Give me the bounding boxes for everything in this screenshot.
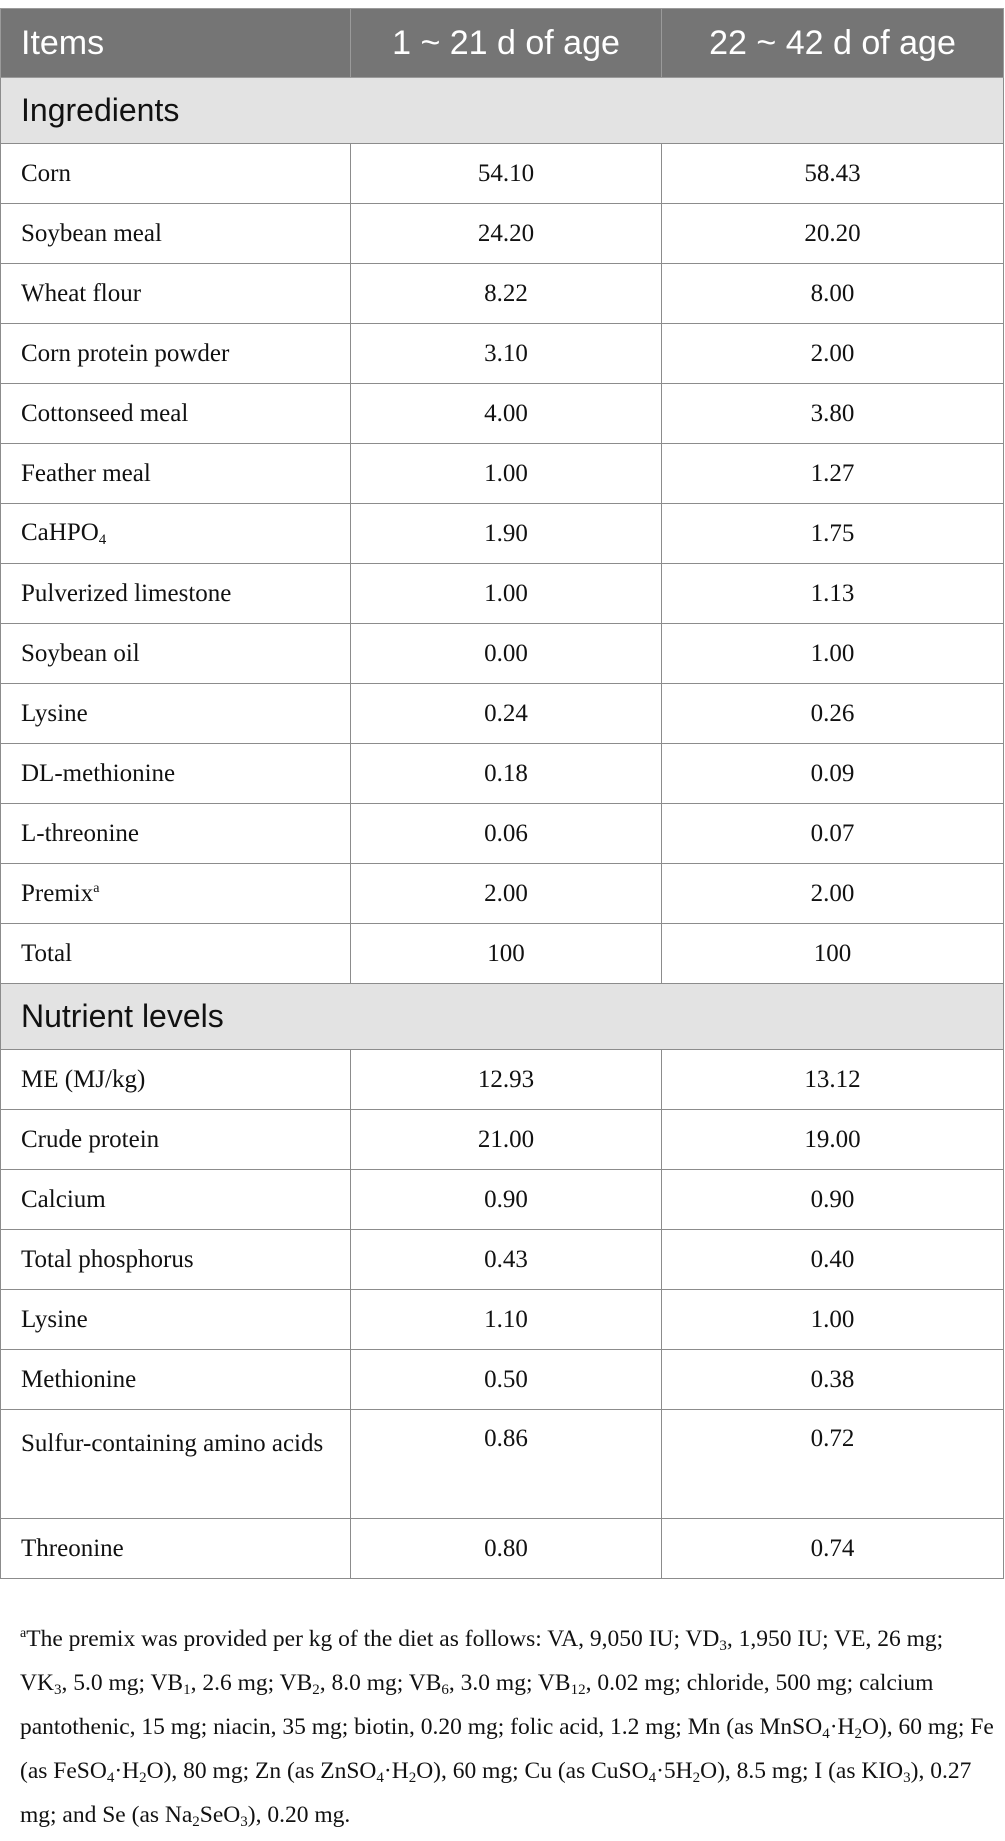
ingredient-row-value-1-21d: 1.00 (351, 444, 662, 504)
ingredient-row-value-1-21d: 24.20 (351, 204, 662, 264)
header-starter-period: 1 ~ 21 d of age (351, 9, 662, 78)
ingredient-row (1, 204, 1004, 264)
nutrient-row-value-1-21d: 12.93 (351, 1050, 662, 1110)
ingredient-row (1, 144, 1004, 204)
ingredient-row-value-1-21d: 1.90 (351, 504, 662, 564)
nutrient-row (1, 1350, 1004, 1410)
footnote-text: ·5H (656, 1758, 693, 1784)
ingredient-row-value-22-42d: 1.75 (662, 504, 1004, 564)
nutrient-row-name-text: Sulfur-containing amino acids (21, 1430, 324, 1457)
ingredient-row-value-1-21d: 8.22 (351, 264, 662, 324)
nutrient-row-value-1-21d: 0.86 (351, 1410, 662, 1519)
ingredient-row-name (1, 744, 351, 804)
ingredient-row-name-text: Feather meal (21, 459, 151, 487)
ingredient-row-value-22-42d: 2.00 (662, 864, 1004, 924)
footnote-text: The premix was provided per kg of the diet as follows: VA, 9,050 IU; VD (26, 1626, 720, 1652)
footnote-subscript: 4 (376, 1770, 384, 1786)
footnote-subscript: 3 (53, 1682, 62, 1698)
footnote-text: , 1,950 IU; VE, 26 mg; VK (20, 1626, 944, 1696)
ingredient-row-name (1, 624, 351, 684)
ingredient-row (1, 624, 1004, 684)
ingredient-row-name (1, 264, 351, 324)
ingredient-row (1, 564, 1004, 624)
ingredient-row-name (1, 504, 351, 564)
footnote-text: SeO (199, 1802, 241, 1828)
nutrient-row-name (1, 1050, 351, 1110)
premix-footnote (20, 1621, 995, 1841)
footnote-text: ·H (829, 1714, 855, 1740)
footnote-text: ·H (383, 1758, 409, 1784)
footnote-text: , 2.6 mg; VB (190, 1670, 313, 1696)
diet-composition-table-container (0, 8, 1003, 1579)
footnote-subscript: 4 (648, 1770, 657, 1786)
nutrient-row-value-22-42d: 0.90 (662, 1170, 1004, 1230)
ingredient-row-value-22-42d: 0.07 (662, 804, 1004, 864)
ingredient-row-value-1-21d: 1.00 (351, 564, 662, 624)
ingredient-row-name-text: Lysine (21, 699, 88, 727)
ingredient-row (1, 264, 1004, 324)
ingredient-row-value-22-42d: 20.20 (662, 204, 1004, 264)
footnote-text: ), 0.20 mg. (247, 1802, 351, 1828)
nutrient-row-name (1, 1350, 351, 1410)
ingredient-row-value-1-21d: 0.24 (351, 684, 662, 744)
nutrient-row (1, 1410, 1004, 1519)
ingredient-row-name (1, 204, 351, 264)
nutrient-row-value-22-42d: 0.38 (662, 1350, 1004, 1410)
nutrient-row (1, 1230, 1004, 1290)
header-items: Items (1, 9, 351, 78)
table-body (1, 78, 1004, 1579)
nutrient-row-value-1-21d: 0.80 (351, 1519, 662, 1579)
ingredient-row-name-text: CaHPO (21, 518, 99, 546)
ingredient-row-name-text: Soybean oil (21, 639, 140, 667)
ingredient-row-value-1-21d: 3.10 (351, 324, 662, 384)
nutrients-section-title: Nutrient levels (1, 984, 1004, 1050)
ingredient-row-value-1-21d: 100 (351, 924, 662, 984)
nutrient-row (1, 1110, 1004, 1170)
footnote-text: , 3.0 mg; VB (448, 1670, 571, 1696)
ingredient-row-value-22-42d: 100 (662, 924, 1004, 984)
footnote-subscript: 4 (822, 1726, 830, 1742)
footnote-text: O), 60 mg; Cu (as CuSO (416, 1758, 649, 1784)
nutrient-row-value-1-21d: 0.90 (351, 1170, 662, 1230)
ingredient-row-value-22-42d: 0.09 (662, 744, 1004, 804)
footnote-marker: a (93, 880, 100, 896)
ingredient-row-value-1-21d: 54.10 (351, 144, 662, 204)
nutrient-row-value-1-21d: 0.43 (351, 1230, 662, 1290)
ingredients-section-title: Ingredients (1, 78, 1004, 144)
footnote-text: ), 0.27 mg; and Se (as Na (20, 1758, 972, 1828)
nutrient-row-name-text: Threonine (21, 1534, 124, 1562)
ingredient-row-value-1-21d: 0.06 (351, 804, 662, 864)
ingredient-row-name-text: DL-methionine (21, 759, 176, 787)
nutrient-row-value-22-42d: 19.00 (662, 1110, 1004, 1170)
footnote-subscript: 2 (192, 1814, 200, 1830)
ingredient-row-name (1, 924, 351, 984)
ingredient-row (1, 384, 1004, 444)
ingredient-row-name-text: Soybean meal (21, 219, 162, 247)
nutrient-row-value-1-21d: 21.00 (351, 1110, 662, 1170)
footnote-text: O), 8.5 mg; I (as KIO (700, 1758, 904, 1784)
ingredient-row-value-22-42d: 1.27 (662, 444, 1004, 504)
nutrient-row-name-text: Total phosphorus (21, 1245, 194, 1273)
nutrient-row (1, 1290, 1004, 1350)
nutrient-row-name-text: Methionine (21, 1365, 137, 1393)
ingredient-row-name-text: Corn protein powder (21, 339, 230, 367)
footnote-subscript: 2 (408, 1770, 417, 1786)
nutrient-row-value-22-42d: 0.72 (662, 1410, 1004, 1519)
ingredient-row-name (1, 804, 351, 864)
nutrient-row (1, 1170, 1004, 1230)
nutrient-row-name (1, 1170, 351, 1230)
nutrient-row-name (1, 1519, 351, 1579)
footnote-text: O), 60 mg; Fe (as FeSO (20, 1714, 994, 1784)
ingredient-row (1, 864, 1004, 924)
nutrient-row-name-text: Calcium (21, 1185, 106, 1213)
nutrient-row-name (1, 1410, 351, 1519)
ingredient-row-name (1, 864, 351, 924)
footnote-subscript: 2 (692, 1770, 701, 1786)
ingredient-row-name (1, 144, 351, 204)
nutrient-row-value-22-42d: 0.74 (662, 1519, 1004, 1579)
ingredient-row-name-text: Premix (21, 879, 94, 907)
nutrient-row-value-22-42d: 13.12 (662, 1050, 1004, 1110)
nutrient-row (1, 1050, 1004, 1110)
footnote-subscript: 2 (139, 1770, 147, 1786)
ingredient-row (1, 804, 1004, 864)
header-row (1, 9, 1004, 78)
footnote-marker: a (20, 1626, 27, 1641)
ingredient-row-value-22-42d: 58.43 (662, 144, 1004, 204)
nutrient-row-name-text: Crude protein (21, 1125, 160, 1153)
footnote-subscript: 4 (106, 1770, 115, 1786)
ingredient-row-name (1, 444, 351, 504)
ingredient-row-name (1, 564, 351, 624)
ingredient-row (1, 444, 1004, 504)
ingredient-row (1, 504, 1004, 564)
header-grower-period: 22 ~ 42 d of age (662, 9, 1004, 78)
footnote-subscript: 3 (903, 1770, 911, 1786)
footnote-text: ·H (114, 1758, 140, 1784)
nutrients-section-row (1, 984, 1004, 1050)
ingredient-row-value-22-42d: 2.00 (662, 324, 1004, 384)
ingredient-row-value-22-42d: 0.26 (662, 684, 1004, 744)
ingredient-row-value-22-42d: 1.00 (662, 624, 1004, 684)
ingredient-row-name-text: Pulverized limestone (21, 579, 232, 607)
ingredient-row (1, 744, 1004, 804)
nutrient-row-name (1, 1230, 351, 1290)
ingredient-row-value-1-21d: 0.18 (351, 744, 662, 804)
footnote-subscript: 3 (719, 1638, 727, 1654)
nutrient-row-value-22-42d: 1.00 (662, 1290, 1004, 1350)
nutrient-row-value-22-42d: 0.40 (662, 1230, 1004, 1290)
ingredient-row-value-1-21d: 4.00 (351, 384, 662, 444)
ingredient-row-name (1, 684, 351, 744)
nutrient-row-name-text: ME (MJ/kg) (21, 1065, 146, 1093)
footnote-subscript: 1 (183, 1682, 191, 1698)
nutrient-row-name (1, 1290, 351, 1350)
nutrient-row-name (1, 1110, 351, 1170)
ingredients-section-row (1, 78, 1004, 144)
ingredient-row-name-text: Total (21, 939, 73, 967)
footnote-subscript: 6 (441, 1682, 449, 1698)
ingredient-row-name-text: L-threonine (21, 819, 140, 847)
ingredient-row-name (1, 384, 351, 444)
ingredient-row (1, 924, 1004, 984)
ingredient-row (1, 684, 1004, 744)
ingredient-row (1, 324, 1004, 384)
footnote-text: O), 80 mg; Zn (as ZnSO (146, 1758, 377, 1784)
ingredient-row-name (1, 324, 351, 384)
nutrient-row (1, 1519, 1004, 1579)
ingredient-row-name-text: Corn (21, 159, 71, 187)
footnote-text: , 0.02 mg; chloride, 500 mg; calcium pantothenic, 15 mg; niacin, 35 mg; biotin, 0.20 mg; folic acid, 1.2 mg; Mn (as MnSO (20, 1670, 934, 1740)
ingredient-row-value-22-42d: 8.00 (662, 264, 1004, 324)
footnote-subscript: 2 (854, 1726, 862, 1742)
footnote-text: , 5.0 mg; VB (61, 1670, 184, 1696)
footnote-subscript: 2 (312, 1682, 320, 1698)
ingredient-row-name-text: Wheat flour (21, 279, 142, 307)
nutrient-row-value-1-21d: 0.50 (351, 1350, 662, 1410)
ingredient-row-value-22-42d: 1.13 (662, 564, 1004, 624)
subscript: 4 (98, 531, 107, 548)
diet-composition-table (0, 8, 1004, 1579)
ingredient-row-value-1-21d: 0.00 (351, 624, 662, 684)
nutrient-row-name-text: Lysine (21, 1305, 88, 1333)
footnote-subscript: 12 (570, 1682, 586, 1698)
ingredient-row-value-22-42d: 3.80 (662, 384, 1004, 444)
footnote-subscript: 3 (240, 1814, 248, 1830)
ingredient-row-name-text: Cottonseed meal (21, 399, 189, 427)
footnote-text: , 8.0 mg; VB (319, 1670, 442, 1696)
nutrient-row-value-1-21d: 1.10 (351, 1290, 662, 1350)
ingredient-row-value-1-21d: 2.00 (351, 864, 662, 924)
